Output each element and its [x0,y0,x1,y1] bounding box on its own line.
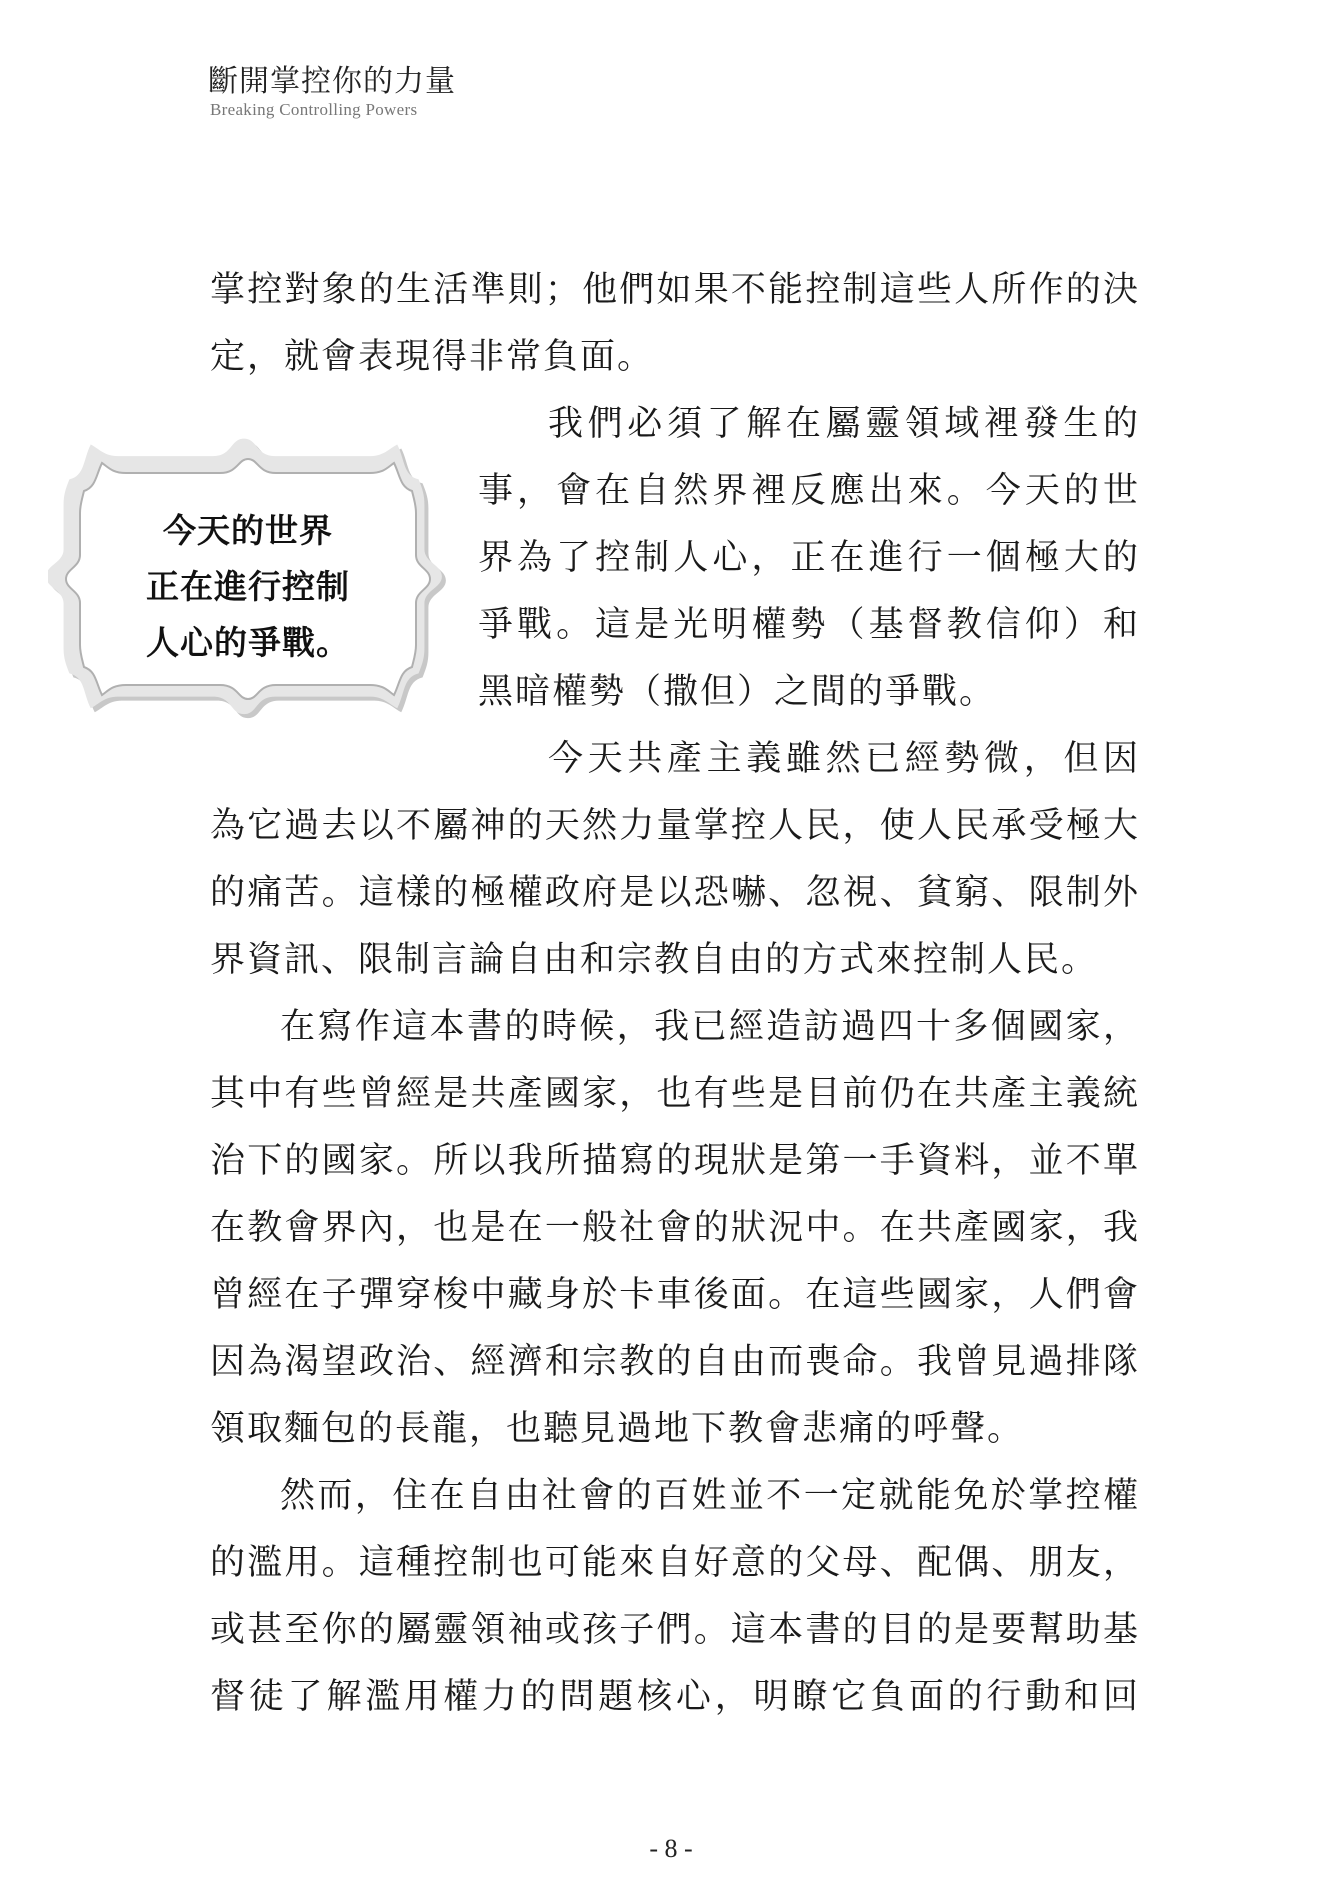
text-line: 今天共產主義雖然已經勢微，但因 [548,739,1140,779]
pull-quote-line: 今天的世界 [163,511,333,550]
text-line: 督徒了解濫用權力的問題核心，明瞭它負面的行動和回 [210,1677,1140,1717]
text-line: 治下的國家。所以我所描寫的現狀是第一手資料，並不單 [210,1141,1140,1181]
text-line: 或甚至你的屬靈領袖或孩子們。這本書的目的是要幫助基 [210,1610,1140,1650]
text-line: 界為了控制人心，正在進行一個極大的 [478,538,1140,578]
text-line: 然而，住在自由社會的百姓並不一定就能免於掌控權 [280,1476,1140,1516]
text-line: 領取麵包的長龍，也聽見過地下教會悲痛的呼聲。 [210,1409,1025,1449]
pull-quote-line: 人心的爭戰。 [146,623,350,662]
text-line: 爭戰。這是光明權勢（基督教信仰）和 [478,605,1140,645]
page-number: - 8 - [649,1834,693,1863]
text-line: 在教會界內，也是在一般社會的狀況中。在共產國家，我 [210,1208,1140,1248]
text-line: 我們必須了解在屬靈領域裡發生的 [548,404,1140,444]
text-line: 定，就會表現得非常負面。 [210,337,655,377]
text-line: 事，會在自然界裡反應出來。今天的世 [478,471,1140,511]
text-line: 掌控對象的生活準則；他們如果不能控制這些人所作的決 [210,270,1140,310]
text-line: 的濫用。這種控制也可能來自好意的父母、配偶、朋友， [210,1543,1140,1583]
text-line: 其中有些曾經是共產國家，也有些是目前仍在共產主義統 [210,1074,1140,1114]
text-line: 黑暗權勢（撒但）之間的爭戰。 [478,672,997,712]
text-line: 在寫作這本書的時候，我已經造訪過四十多個國家， [280,1007,1140,1047]
text-line: 為它過去以不屬神的天然力量掌控人民，使人民承受極大 [210,806,1140,846]
running-header-subtitle: Breaking Controlling Powers [210,100,418,119]
pull-quote-callout [48,425,448,733]
text-line: 界資訊、限制言論自由和宗教自由的方式來控制人民。 [210,940,1099,980]
text-line: 的痛苦。這樣的極權政府是以恐嚇、忽視、貧窮、限制外 [210,873,1140,913]
running-header-title: 斷開掌控你的力量 [208,64,456,99]
pull-quote-line: 正在進行控制 [146,567,350,606]
text-line: 曾經在子彈穿梭中藏身於卡車後面。在這些國家，人們會 [210,1275,1140,1315]
pull-quote-text [48,503,448,671]
text-line: 因為渴望政治、經濟和宗教的自由而喪命。我曾見過排隊 [210,1342,1140,1382]
